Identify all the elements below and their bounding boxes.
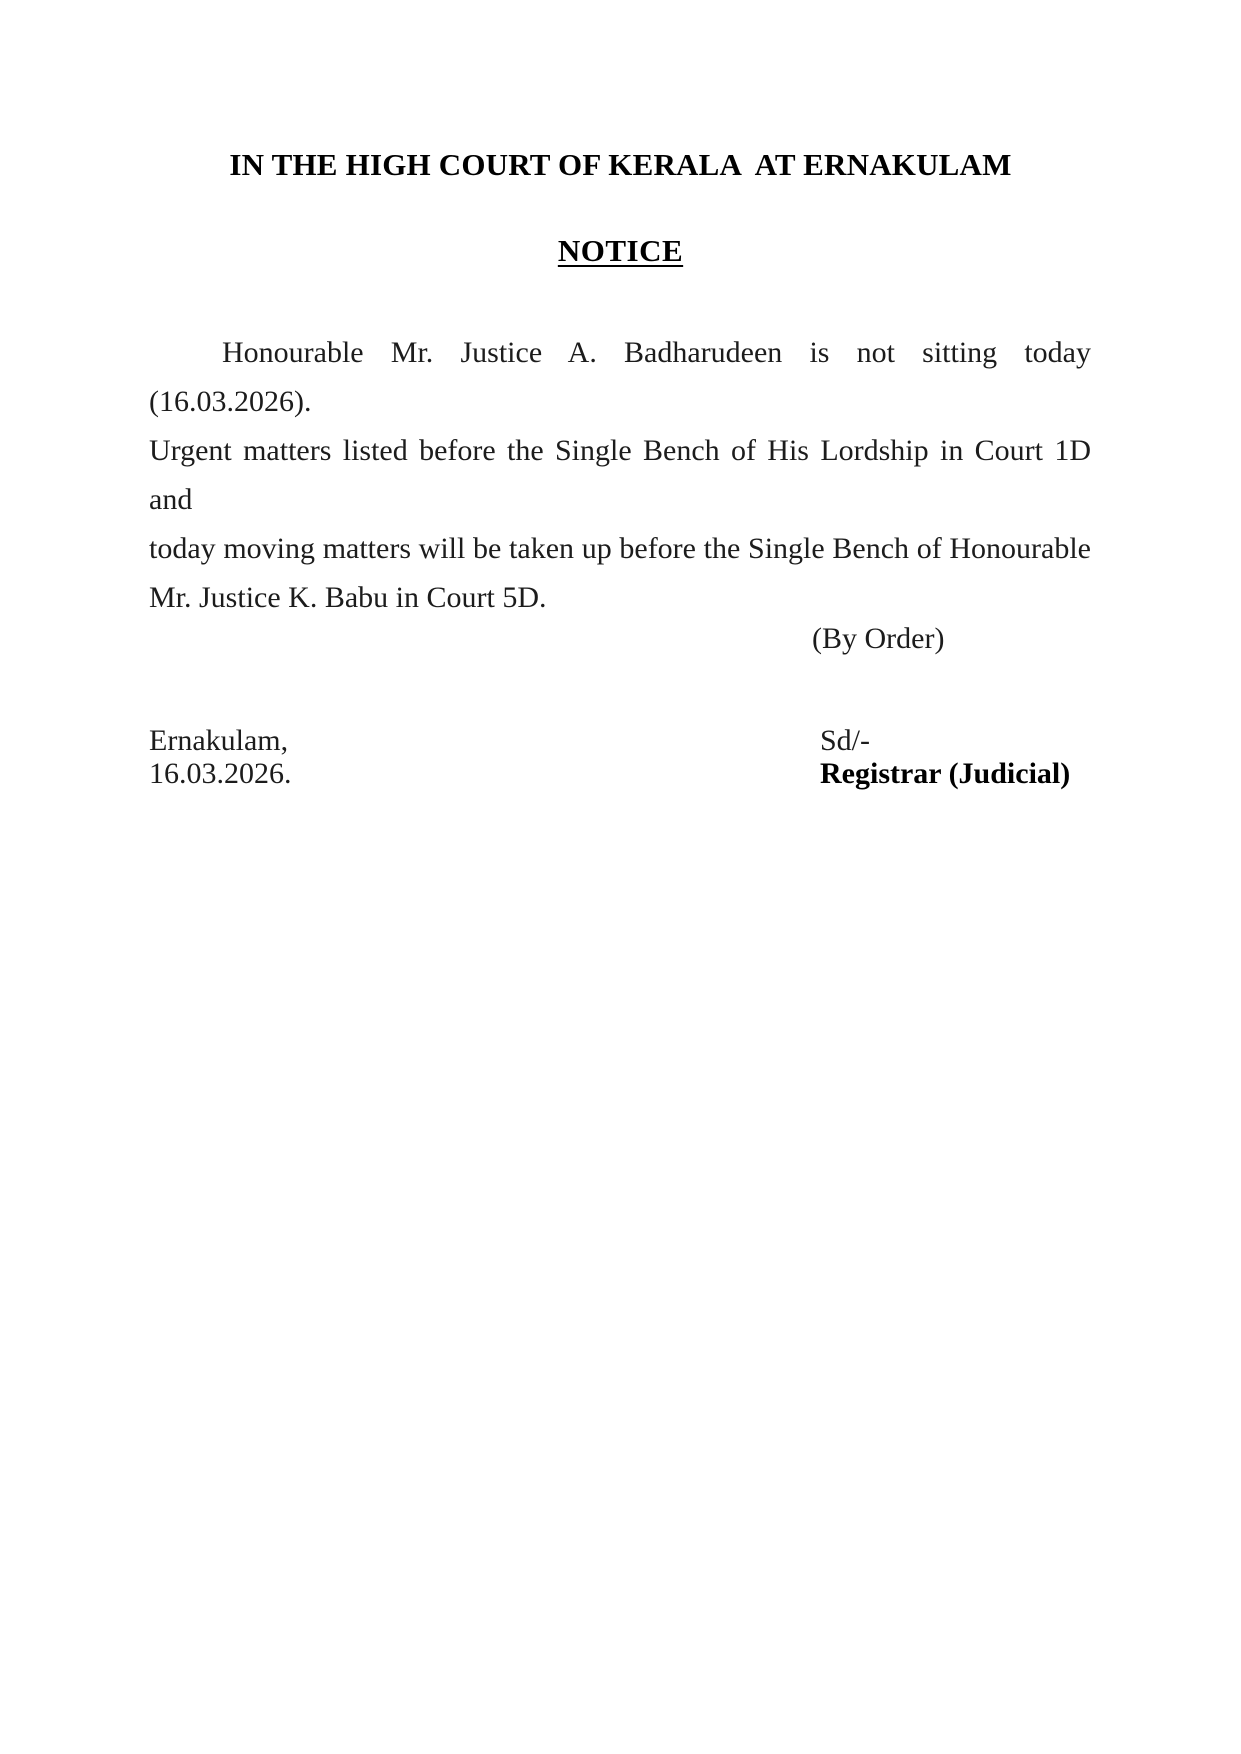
date-label: 16.03.2026.	[149, 757, 292, 790]
court-title: IN THE HIGH COURT OF KERALA AT ERNAKULAM	[229, 147, 1012, 182]
notice-body-line-1: Honourable Mr. Justice A. Badharudeen is not sitting today (16.03.2026).	[149, 336, 1091, 418]
notice-heading-text: NOTICE	[557, 233, 684, 268]
notice-heading	[0, 233, 1241, 269]
by-order-label: (By Order)	[812, 622, 945, 655]
sd-label: Sd/-	[820, 724, 871, 757]
notice-body-line-3: today moving matters will be taken up before the Single Bench of Honourable	[149, 532, 1091, 565]
notice-body-line-4: Mr. Justice K. Babu in Court 5D.	[149, 581, 547, 614]
notice-body	[149, 328, 1091, 622]
place-label: Ernakulam,	[149, 724, 289, 757]
place-date-block	[149, 724, 292, 790]
signatory-label: Registrar (Judicial)	[820, 757, 1071, 790]
signature-block	[820, 724, 1070, 790]
notice-body-line-2: Urgent matters listed before the Single Bench of His Lordship in Court 1D and	[149, 434, 1091, 516]
